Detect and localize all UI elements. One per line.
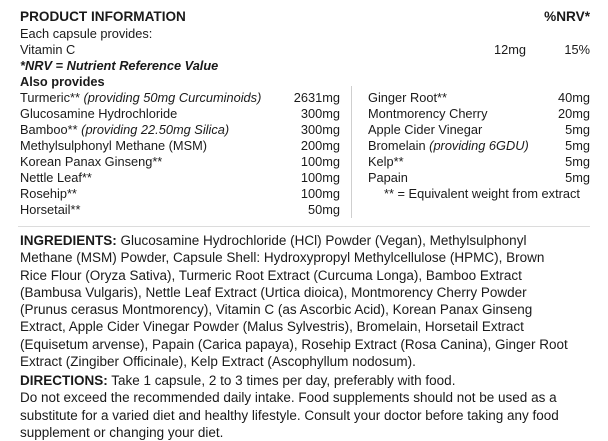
vitamin-c-nrv: 15%: [564, 42, 590, 57]
list-item: Rosehip**: [20, 186, 77, 201]
item-amount: 5mg: [565, 170, 590, 185]
item-amount: 200mg: [300, 138, 340, 153]
also-provides-heading: Also provides: [20, 74, 105, 89]
list-item: Horsetail**: [20, 202, 81, 217]
directions-line: Take 1 capsule, 2 to 3 times per day, preferably with food.: [107, 373, 456, 388]
list-item: Glucosamine Hydrochloride: [20, 106, 178, 121]
section-divider: [18, 226, 590, 227]
directions-paragraph: [20, 372, 590, 441]
ingredients-line: Rice Flour (Oryza Sativa), Turmeric Root Extract (Curcuma Longa), Bamboo Extract: [20, 267, 522, 283]
directions-label: DIRECTIONS:: [20, 373, 108, 388]
ingredients-paragraph: [20, 232, 590, 370]
list-item: Montmorency Cherry: [368, 106, 488, 121]
list-item: Kelp**: [368, 154, 404, 169]
nrv-note: *NRV = Nutrient Reference Value: [20, 58, 219, 73]
item-amount: 300mg: [300, 122, 340, 137]
item-amount: 5mg: [565, 138, 590, 153]
ingredients-label: INGREDIENTS:: [20, 233, 117, 248]
item-amount: 50mg: [307, 202, 340, 217]
list-item: Bromelain (providing 6GDU): [368, 138, 529, 153]
list-item: Korean Panax Ginseng**: [20, 154, 163, 169]
list-item: Ginger Root**: [368, 90, 447, 105]
ingredients-line: Methane (MSM) Powder, Capsule Shell: Hydroxypropyl Methylcellulose (HPMC), Brown: [20, 250, 545, 266]
item-amount: 2631mg: [293, 90, 340, 105]
capsule-provides-text: Each capsule provides:: [20, 26, 153, 41]
directions-line: supplement or changing your diet.: [20, 424, 224, 440]
ingredients-line: (Prunus cerasus Montmorency), Vitamin C (as Ascorbic Acid), Korean Panax Ginseng: [20, 302, 533, 318]
item-amount: 5mg: [565, 154, 590, 169]
list-item: Apple Cider Vinegar: [368, 122, 483, 137]
column-divider: [351, 86, 352, 218]
equivalent-weight-note: ** = Equivalent weight from extract: [384, 186, 580, 201]
list-item: Bamboo** (providing 22.50mg Silica): [20, 122, 230, 137]
list-item: Nettle Leaf**: [20, 170, 92, 185]
item-amount: 100mg: [300, 154, 340, 169]
item-amount: 5mg: [565, 122, 590, 137]
list-item: Papain: [368, 170, 408, 185]
item-amount: 100mg: [300, 170, 340, 185]
ingredients-line: Extract, Apple Cider Vinegar Powder (Malus Sylvestris), Bromelain, Horsetail Extract: [20, 319, 524, 335]
directions-line: substitute for a varied diet and healthy lifestyle. Consult your doctor before taking any food: [20, 407, 559, 423]
vitamin-c-name: Vitamin C: [20, 42, 76, 57]
list-item: Turmeric** (providing 50mg Curcuminoids): [20, 90, 262, 105]
item-amount: 40mg: [557, 90, 590, 105]
ingredients-line: Extract (Zingiber Officinale), Kelp Extract (Ascophyllum nodosum).: [20, 354, 416, 370]
product-information-title: PRODUCT INFORMATION: [20, 9, 186, 24]
ingredients-line: Glucosamine Hydrochloride (HCl) Powder (Vegan), Methylsulphonyl: [116, 233, 527, 248]
vitamin-c-amount: 12mg: [493, 42, 526, 57]
item-amount: 100mg: [300, 186, 340, 201]
list-item: Methylsulphonyl Methane (MSM): [20, 138, 208, 153]
item-amount: 300mg: [300, 106, 340, 121]
item-amount: 20mg: [557, 106, 590, 121]
nrv-column-header: %NRV*: [544, 9, 590, 24]
ingredients-line: (Bambusa Vulgaris), Nettle Leaf Extract (Urtica dioica), Montmorency Cherry Powder: [20, 284, 527, 300]
directions-line: Do not exceed the recommended daily intake. Food supplements should not be used as a: [20, 390, 557, 406]
ingredients-line: (Equisetum arvense), Papain (Carica papaya), Rosehip Extract (Rosa Canina), Ginger Root: [20, 336, 568, 352]
